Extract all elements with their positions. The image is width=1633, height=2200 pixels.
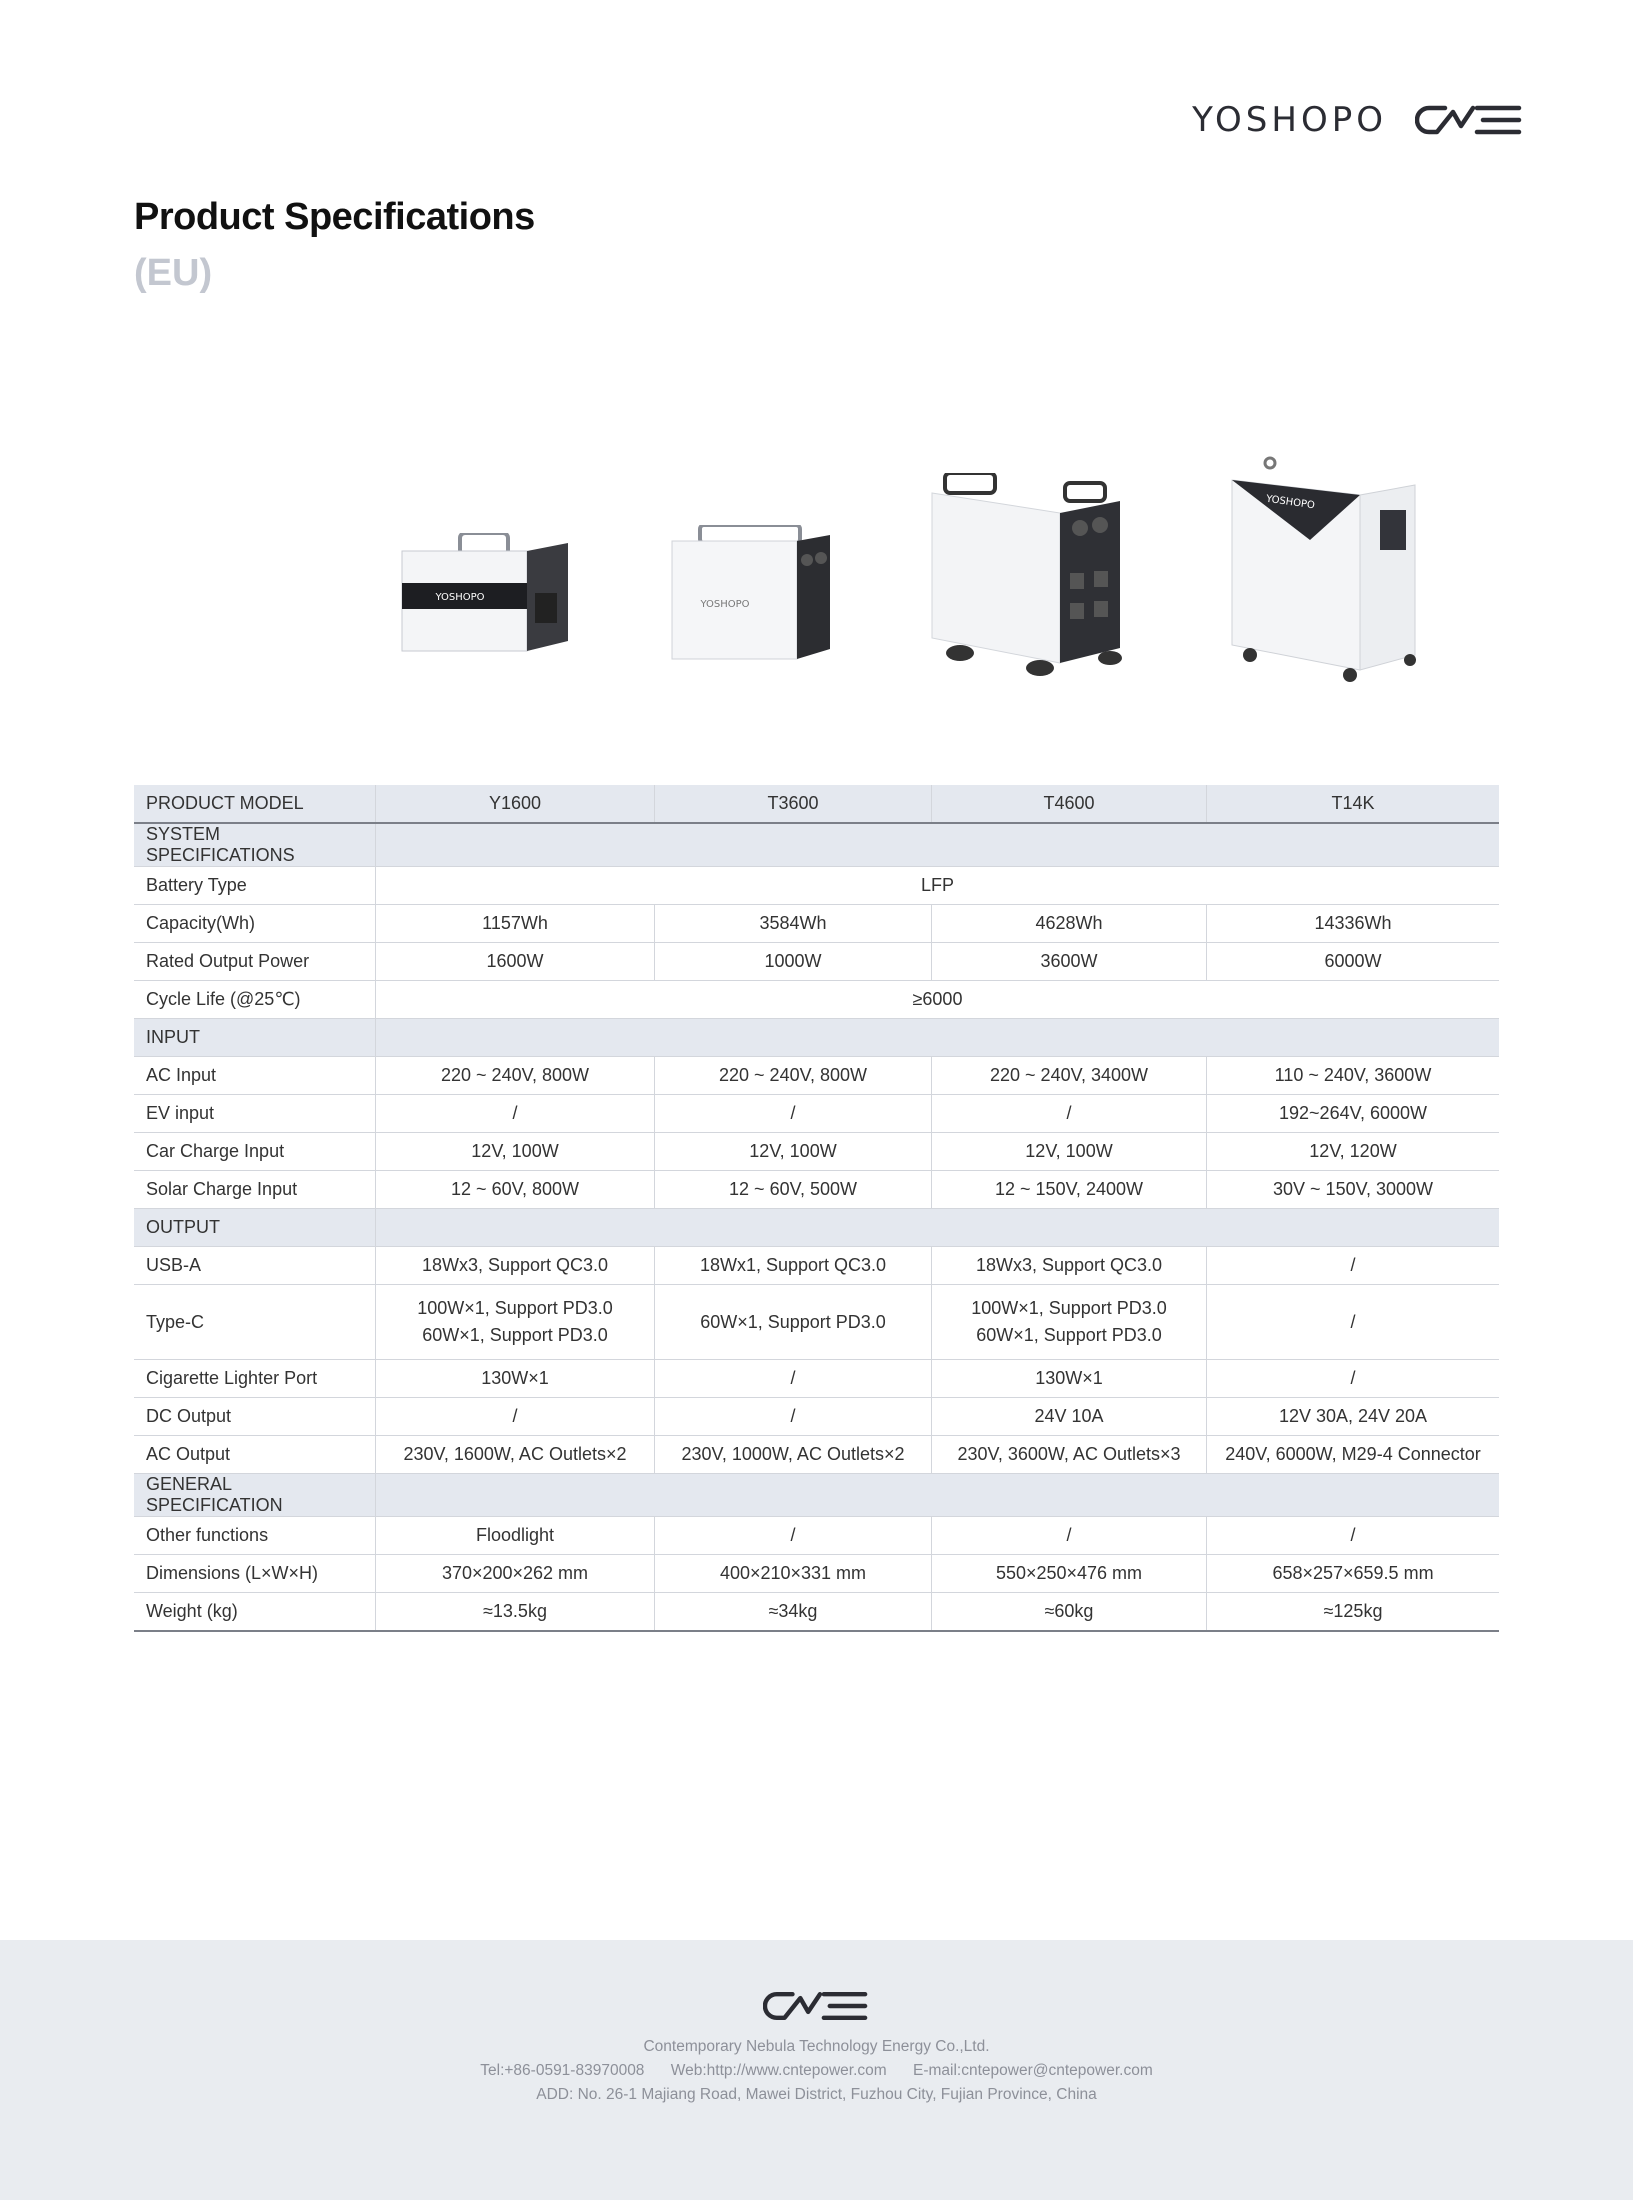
table-row <box>134 1057 1499 1095</box>
row-label: Rated Output Power <box>134 943 376 981</box>
table-cell: 1000W <box>655 943 932 981</box>
product-label-t14k: YOSHOPO <box>1265 493 1316 512</box>
header-cell: PRODUCT MODEL <box>134 785 376 823</box>
table-header-row <box>134 785 1499 823</box>
table-cell: 230V, 3600W, AC Outlets×3 <box>932 1436 1207 1474</box>
row-label: Other functions <box>134 1517 376 1555</box>
cell-line: 100W×1, Support PD3.0 <box>417 1298 613 1318</box>
table-cell: ≈125kg <box>1207 1593 1500 1632</box>
cell-line: 100W×1, Support PD3.0 <box>971 1298 1167 1318</box>
table-cell: 12V, 100W <box>376 1133 655 1171</box>
product-label-y1600: YOSHOPO <box>435 592 485 603</box>
table-cell: / <box>1207 1247 1500 1285</box>
table-row <box>134 1593 1499 1632</box>
table-cell: / <box>932 1517 1207 1555</box>
row-label: Dimensions (L×W×H) <box>134 1555 376 1593</box>
table-row <box>134 1133 1499 1171</box>
table-cell: 230V, 1000W, AC Outlets×2 <box>655 1436 932 1474</box>
row-label: Car Charge Input <box>134 1133 376 1171</box>
table-cell: 30V ~ 150V, 3000W <box>1207 1171 1500 1209</box>
table-cell: / <box>655 1360 932 1398</box>
table-cell: 12V, 100W <box>655 1133 932 1171</box>
table-row <box>134 1436 1499 1474</box>
header-cell: T14K <box>1207 785 1500 823</box>
section-label: OUTPUT <box>134 1209 376 1247</box>
table-cell: 12V, 100W <box>932 1133 1207 1171</box>
table-cell <box>932 1285 1207 1360</box>
table-cell: 658×257×659.5 mm <box>1207 1555 1500 1593</box>
header-cell: Y1600 <box>376 785 655 823</box>
product-image-t14k <box>1230 455 1430 685</box>
row-label: AC Input <box>134 1057 376 1095</box>
table-row <box>134 1171 1499 1209</box>
table-cell: / <box>932 1095 1207 1133</box>
table-cell: 370×200×262 mm <box>376 1555 655 1593</box>
spec-table <box>134 785 1499 1632</box>
footer-web-link[interactable]: Web:http://www.cntepower.com <box>670 2062 887 2079</box>
table-cell: ≈60kg <box>932 1593 1207 1632</box>
product-image-y1600 <box>400 533 570 673</box>
table-cell <box>655 1285 932 1360</box>
section-row <box>134 1209 1499 1247</box>
table-cell: 12 ~ 60V, 500W <box>655 1171 932 1209</box>
table-cell: 230V, 1600W, AC Outlets×2 <box>376 1436 655 1474</box>
table-cell: ≈34kg <box>655 1593 932 1632</box>
table-cell: 550×250×476 mm <box>932 1555 1207 1593</box>
row-label: Solar Charge Input <box>134 1171 376 1209</box>
row-label: Type-C <box>134 1285 376 1360</box>
brand-header <box>1192 100 1525 140</box>
section-label: GENERAL SPECIFICATION <box>134 1474 376 1517</box>
table-cell: Floodlight <box>376 1517 655 1555</box>
table-row <box>134 1398 1499 1436</box>
section-label: INPUT <box>134 1019 376 1057</box>
row-label: AC Output <box>134 1436 376 1474</box>
page-title: Product Specifications <box>134 196 535 238</box>
table-cell: 14336Wh <box>1207 905 1500 943</box>
product-image-t3600 <box>670 525 835 675</box>
table-cell: ≈13.5kg <box>376 1593 655 1632</box>
table-cell: 12 ~ 150V, 2400W <box>932 1171 1207 1209</box>
table-cell: / <box>655 1398 932 1436</box>
cell-line: / <box>1350 1311 1356 1332</box>
table-cell: 240V, 6000W, M29-4 Connector <box>1207 1436 1500 1474</box>
product-images <box>330 455 1600 755</box>
table-row <box>134 1360 1499 1398</box>
product-image-t4600 <box>930 473 1140 693</box>
row-label: EV input <box>134 1095 376 1133</box>
row-label: Cigarette Lighter Port <box>134 1360 376 1398</box>
table-cell: 1157Wh <box>376 905 655 943</box>
header-cell: T4600 <box>932 785 1207 823</box>
table-cell: 4628Wh <box>932 905 1207 943</box>
header-cell: T3600 <box>655 785 932 823</box>
row-label: Battery Type <box>134 867 376 905</box>
table-row <box>134 1247 1499 1285</box>
table-cell: 18Wx3, Support QC3.0 <box>376 1247 655 1285</box>
table-cell: 18Wx3, Support QC3.0 <box>932 1247 1207 1285</box>
row-label: Capacity(Wh) <box>134 905 376 943</box>
table-cell: 130W×1 <box>932 1360 1207 1398</box>
section-row <box>134 1474 1499 1517</box>
table-row <box>134 867 1499 905</box>
table-row <box>134 1095 1499 1133</box>
footer-contacts <box>0 2062 1633 2080</box>
row-label: USB-A <box>134 1247 376 1285</box>
table-cell: / <box>655 1517 932 1555</box>
table-cell: / <box>376 1398 655 1436</box>
table-row <box>134 1285 1499 1360</box>
table-cell: 24V 10A <box>932 1398 1207 1436</box>
table-cell: 192~264V, 6000W <box>1207 1095 1500 1133</box>
cell-line: 60W×1, Support PD3.0 <box>976 1325 1162 1345</box>
table-cell: 110 ~ 240V, 3600W <box>1207 1057 1500 1095</box>
table-row <box>134 981 1499 1019</box>
table-cell: 220 ~ 240V, 800W <box>655 1057 932 1095</box>
brand-wordmark: YOSHOPO <box>1192 100 1387 140</box>
table-row <box>134 905 1499 943</box>
table-row <box>134 1555 1499 1593</box>
table-cell: 6000W <box>1207 943 1500 981</box>
table-cell: 130W×1 <box>376 1360 655 1398</box>
page-subtitle: (EU) <box>134 252 213 294</box>
row-label: Cycle Life (@25℃) <box>134 981 376 1019</box>
table-row <box>134 1517 1499 1555</box>
section-label: SYSTEM SPECIFICATIONS <box>134 823 376 867</box>
table-cell: / <box>1207 1360 1500 1398</box>
table-cell: 1600W <box>376 943 655 981</box>
table-cell: 220 ~ 240V, 3400W <box>932 1057 1207 1095</box>
row-label: Weight (kg) <box>134 1593 376 1632</box>
cne-logo-icon <box>763 1988 871 2024</box>
table-cell: / <box>1207 1517 1500 1555</box>
table-cell: / <box>655 1095 932 1133</box>
table-cell: 400×210×331 mm <box>655 1555 932 1593</box>
table-cell: LFP <box>376 867 1500 905</box>
row-label: DC Output <box>134 1398 376 1436</box>
section-row <box>134 823 1499 867</box>
table-cell: 3600W <box>932 943 1207 981</box>
footer-address: ADD: No. 26-1 Majiang Road, Mawei District, Fuzhou City, Fujian Province, China <box>536 2086 1097 2103</box>
table-row <box>134 943 1499 981</box>
table-cell: 12V, 120W <box>1207 1133 1500 1171</box>
table-cell: / <box>376 1095 655 1133</box>
table-cell: 12V 30A, 24V 20A <box>1207 1398 1500 1436</box>
footer-company: Contemporary Nebula Technology Energy Co.,Ltd. <box>643 2038 990 2055</box>
cell-line: 60W×1, Support PD3.0 <box>422 1325 608 1345</box>
footer <box>0 1940 1633 2200</box>
footer-tel: Tel:+86-0591-83970008 <box>480 2062 645 2079</box>
cne-logo-icon <box>1415 102 1525 138</box>
table-cell: ≥6000 <box>376 981 1500 1019</box>
table-cell: 3584Wh <box>655 905 932 943</box>
footer-email-link[interactable]: E-mail:cntepower@cntepower.com <box>913 2062 1153 2079</box>
table-cell <box>376 1285 655 1360</box>
cell-line: 60W×1, Support PD3.0 <box>700 1311 886 1332</box>
product-label-t3600: YOSHOPO <box>700 599 750 610</box>
table-cell: 220 ~ 240V, 800W <box>376 1057 655 1095</box>
table-cell: 12 ~ 60V, 800W <box>376 1171 655 1209</box>
table-cell: 18Wx1, Support QC3.0 <box>655 1247 932 1285</box>
table-cell <box>1207 1285 1500 1360</box>
section-row <box>134 1019 1499 1057</box>
